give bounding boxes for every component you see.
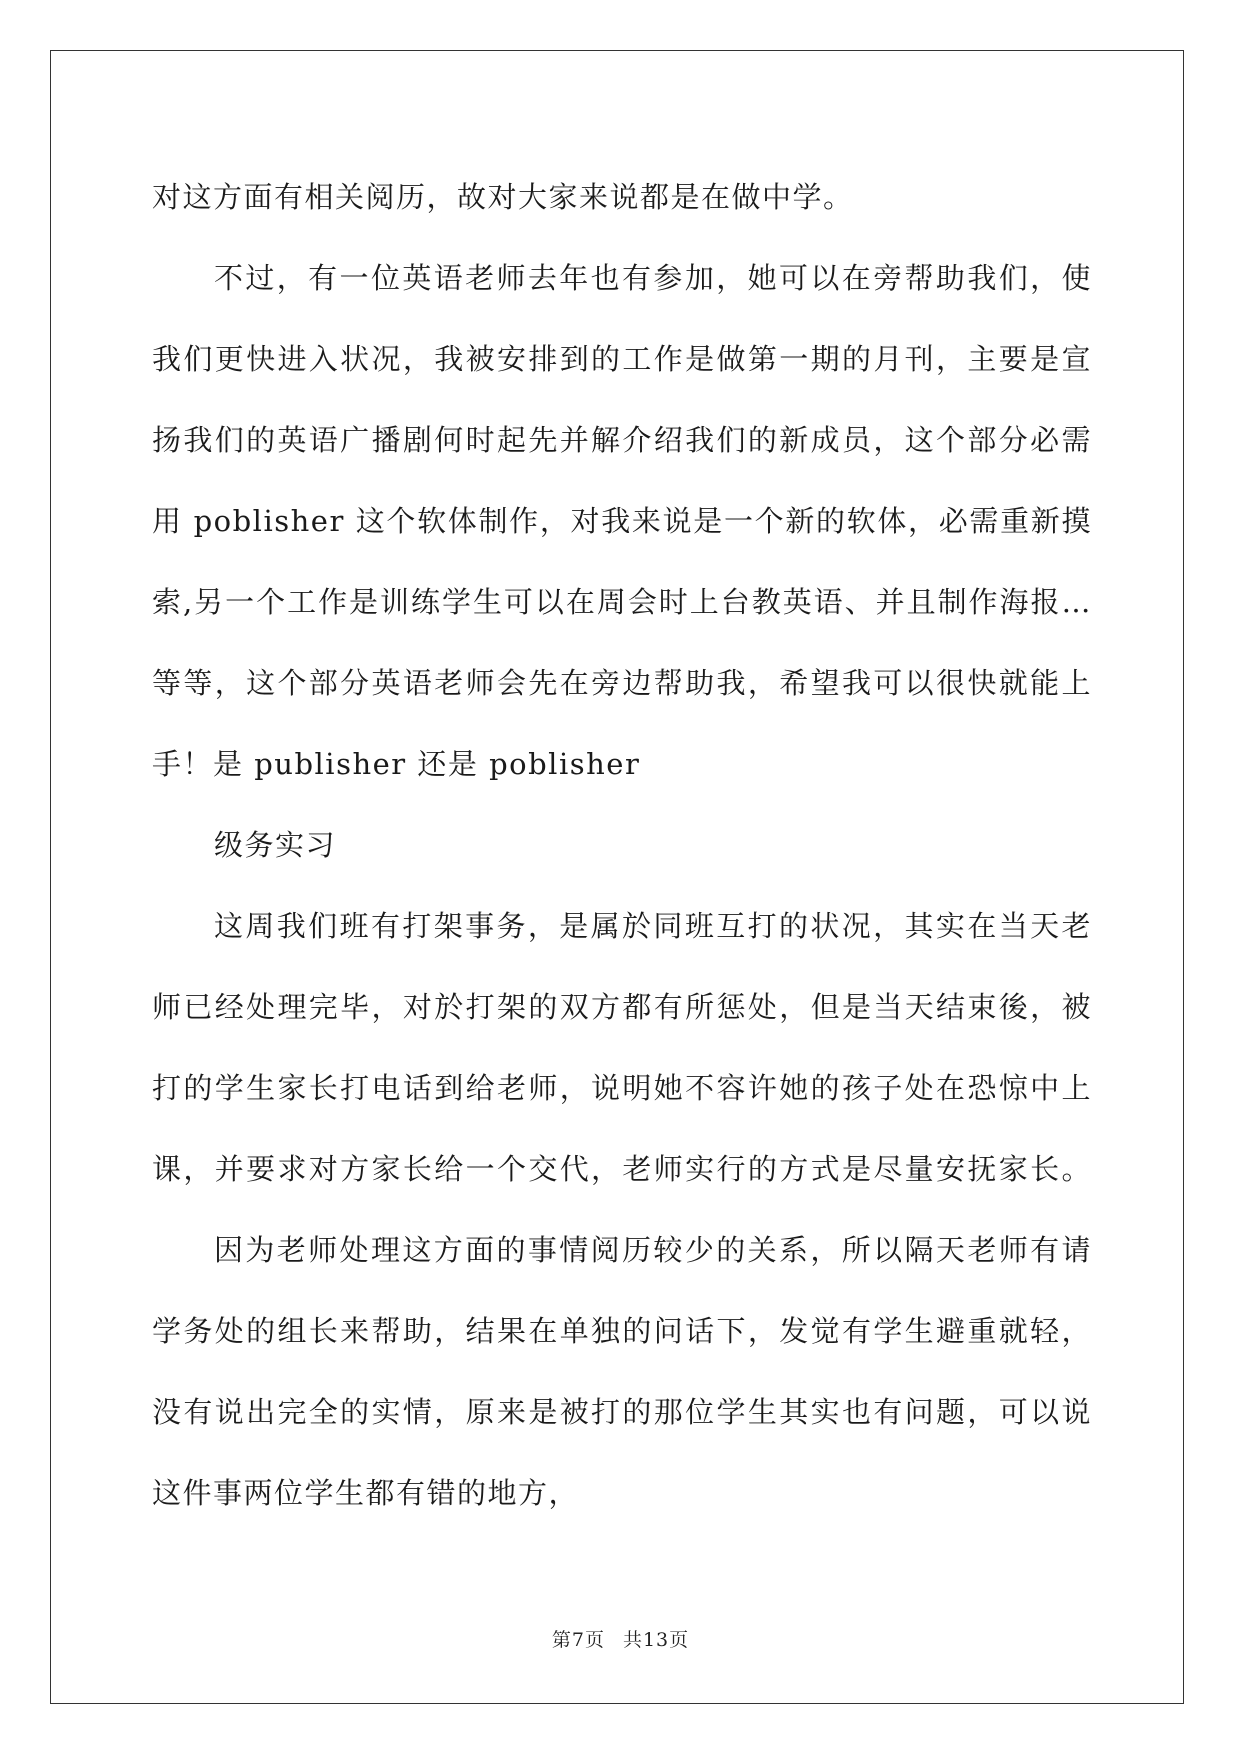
page-total: 共13页 xyxy=(622,1629,690,1651)
text-line: 扬我们的英语广播剧何时起先并解介绍我们的新成员，这个部分必需 xyxy=(152,423,1092,457)
text-line: 课，并要求对方家长给一个交代，老师实行的方式是尽量安抚家长。 xyxy=(152,1152,1092,1186)
text-line: 索,另一个工作是训练学生可以在周会时上台教英语、并且制作海报… xyxy=(152,585,1092,619)
page-footer xyxy=(0,1625,1241,1652)
text-line: 学务处的组长来帮助，结果在单独的问话下，发觉有学生避重就轻， xyxy=(152,1314,1092,1348)
text-line: 没有说出完全的实情，原来是被打的那位学生其实也有问题，可以说 xyxy=(152,1395,1092,1429)
text-line: 不过，有一位英语老师去年也有参加，她可以在旁帮助我们，使 xyxy=(214,261,1092,295)
text-line: 对这方面有相关阅历，故对大家来说都是在做中学。 xyxy=(152,180,854,214)
text-line: 师已经处理完毕，对於打架的双方都有所惩处，但是当天结束後，被 xyxy=(152,990,1092,1024)
text-line: 等等，这个部分英语老师会先在旁边帮助我，希望我可以很快就能上 xyxy=(152,666,1092,700)
text-line: 打的学生家长打电话到给老师，说明她不容许她的孩子处在恐惊中上 xyxy=(152,1071,1092,1105)
section-heading: 级务实习 xyxy=(214,828,337,862)
text-line: 手！是 publisher 还是 poblisher xyxy=(152,747,641,781)
text-line: 这周我们班有打架事务，是属於同班互打的状况，其实在当天老 xyxy=(214,909,1092,943)
document-body xyxy=(152,163,1092,1540)
page-number: 第7页 xyxy=(551,1629,605,1651)
text-line: 我们更快进入状况，我被安排到的工作是做第一期的月刊，主要是宣 xyxy=(152,342,1092,376)
text-line: 因为老师处理这方面的事情阅历较少的关系，所以隔天老师有请 xyxy=(214,1233,1092,1267)
text-line: 用 poblisher 这个软体制作，对我来说是一个新的软体，必需重新摸 xyxy=(152,504,1092,538)
text-line: 这件事两位学生都有错的地方， xyxy=(152,1476,580,1510)
